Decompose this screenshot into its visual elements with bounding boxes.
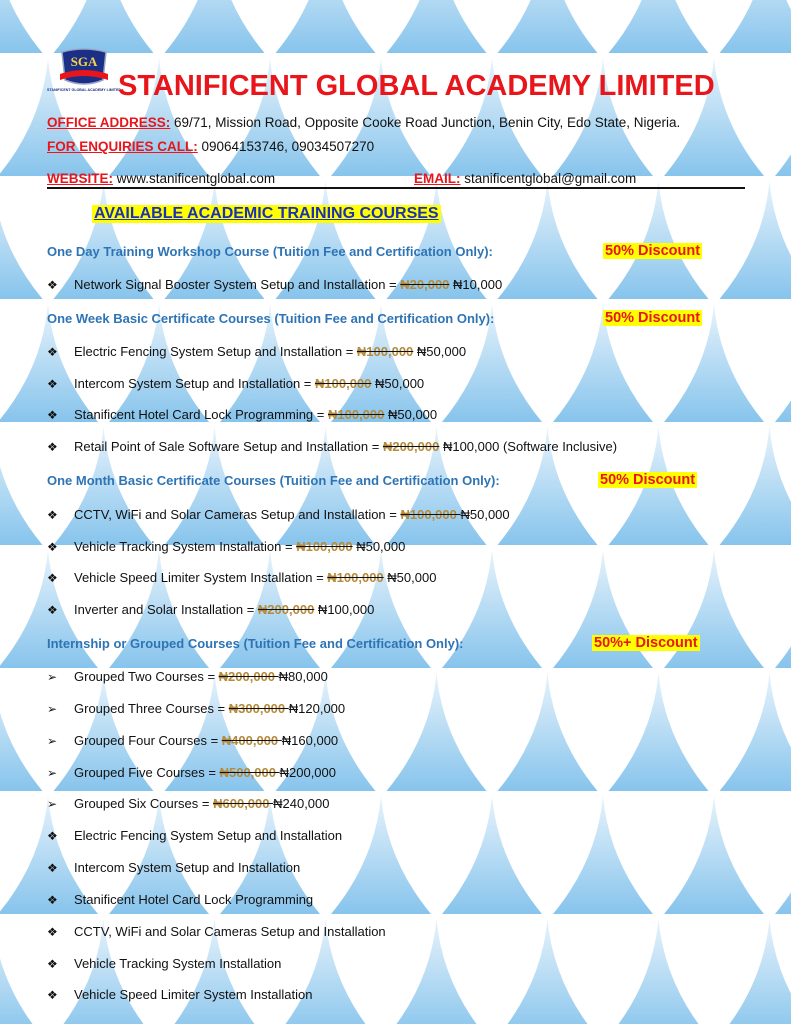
old-price: ₦100,000 — [400, 507, 461, 522]
old-price: ₦100,000 — [296, 539, 353, 554]
list-item — [47, 439, 617, 454]
svg-text:SGA: SGA — [70, 54, 98, 69]
list-item — [47, 860, 300, 875]
course-name: Grouped Six Courses = — [74, 796, 214, 811]
new-price: ₦50,000 — [371, 376, 425, 391]
new-price: ₦160,000 — [281, 733, 339, 748]
new-price: ₦50,000 — [352, 539, 406, 554]
diamond-bullet-icon: ❖ — [47, 957, 58, 971]
courses-heading: AVAILABLE ACADEMIC TRAINING COURSES — [94, 205, 439, 222]
section-title-one-day: One Day Training Workshop Course (Tuition Fee and Certification Only): — [47, 244, 493, 259]
list-item — [47, 733, 338, 748]
diamond-bullet-icon: ❖ — [47, 925, 58, 939]
course-name: Inverter and Solar Installation = — [74, 602, 258, 617]
new-price: ₦50,000 — [413, 344, 467, 359]
diamond-bullet-icon: ❖ — [47, 408, 58, 422]
course-name: Network Signal Booster System Setup and Installation = — [74, 277, 401, 292]
new-price: ₦240,000 — [273, 796, 330, 811]
website-label: WEBSITE: — [47, 171, 113, 186]
website-line — [47, 171, 275, 186]
company-name: STANIFICENT GLOBAL ACADEMY LIMITED — [118, 70, 715, 102]
list-item — [47, 796, 330, 811]
diamond-bullet-icon: ❖ — [47, 861, 58, 875]
arrow-bullet-icon: ➢ — [47, 766, 58, 780]
list-item — [47, 407, 437, 422]
discount-badge-internship: 50%+ Discount — [594, 635, 698, 651]
website-value[interactable]: www.stanificentglobal.com — [113, 171, 276, 186]
section-title-internship: Internship or Grouped Courses (Tuition Fee and Certification Only): — [47, 636, 464, 651]
discount-badge-one-week: 50% Discount — [605, 310, 701, 326]
course-name: CCTV, WiFi and Solar Cameras Setup and Installation — [74, 924, 386, 939]
course-name: Stanificent Hotel Card Lock Programming — [74, 892, 314, 907]
diamond-bullet-icon: ❖ — [47, 540, 58, 554]
new-price: ₦120,000 — [288, 701, 346, 716]
enquiries-label: FOR ENQUIRIES CALL: — [47, 139, 198, 154]
new-price: ₦50,000 — [383, 570, 437, 585]
arrow-bullet-icon: ➢ — [47, 702, 58, 716]
enquiries-value: 09064153746, 09034507270 — [197, 139, 375, 154]
old-price: ₦400,000 — [221, 733, 282, 748]
course-name: Intercom System Setup and Installation — [74, 860, 301, 875]
list-item — [47, 701, 345, 716]
diamond-bullet-icon: ❖ — [47, 508, 58, 522]
discount-badge-one-month: 50% Discount — [600, 472, 696, 488]
course-name: CCTV, WiFi and Solar Cameras Setup and Installation = — [74, 507, 401, 522]
list-item — [47, 344, 466, 359]
academy-logo — [47, 44, 121, 100]
old-price: ₦100,000 — [327, 570, 384, 585]
diamond-bullet-icon: ❖ — [47, 829, 58, 843]
old-price: ₦300,000 — [228, 701, 289, 716]
new-price: ₦100,000 — [314, 602, 375, 617]
email-line — [414, 171, 636, 186]
old-price: ₦200,000 — [257, 602, 315, 617]
svg-text:STANIFICENT GLOBAL ACADEMY LIM: STANIFICENT GLOBAL ACADEMY LIMITED — [47, 88, 121, 92]
list-item — [47, 987, 312, 1002]
diamond-bullet-icon: ❖ — [47, 345, 58, 359]
header-divider — [47, 187, 745, 189]
old-price: ₦500,000 — [219, 765, 280, 780]
course-name: Electric Fencing System Setup and Installation — [74, 828, 343, 843]
list-item — [47, 376, 424, 391]
section-title-one-week: One Week Basic Certificate Courses (Tuition Fee and Certification Only): — [47, 311, 495, 326]
list-item — [47, 765, 336, 780]
course-name: Stanificent Hotel Card Lock Programming = — [74, 407, 328, 422]
diamond-bullet-icon: ❖ — [47, 377, 58, 391]
new-price: ₦100,000 (Software Inclusive) — [439, 439, 618, 454]
list-item — [47, 892, 313, 907]
course-name: Vehicle Tracking System Installation — [74, 956, 282, 971]
new-price: ₦10,000 — [449, 277, 503, 292]
enquiries-line — [47, 139, 374, 154]
list-item — [47, 602, 374, 617]
course-name: Vehicle Tracking System Installation = — [74, 539, 297, 554]
arrow-bullet-icon: ➢ — [47, 734, 58, 748]
course-name: Vehicle Speed Limiter System Installation — [74, 987, 313, 1002]
arrow-bullet-icon: ➢ — [47, 797, 58, 811]
course-name: Grouped Three Courses = — [74, 701, 229, 716]
office-address-label: OFFICE ADDRESS: — [47, 115, 171, 130]
diamond-bullet-icon: ❖ — [47, 278, 58, 292]
arrow-bullet-icon: ➢ — [47, 670, 58, 684]
course-name: Retail Point of Sale Software Setup and Installation = — [74, 439, 383, 454]
course-name: Electric Fencing System Setup and Installation = — [74, 344, 357, 359]
diamond-bullet-icon: ❖ — [47, 603, 58, 617]
diamond-bullet-icon: ❖ — [47, 571, 58, 585]
list-item — [47, 828, 342, 843]
old-price: ₦100,000 — [315, 376, 372, 391]
new-price: ₦50,000 — [384, 407, 438, 422]
course-name: Grouped Four Courses = — [74, 733, 222, 748]
list-item — [47, 507, 510, 522]
office-address-value: 69/71, Mission Road, Opposite Cooke Road Junction, Benin City, Edo State, Nigeria. — [170, 115, 681, 130]
diamond-bullet-icon: ❖ — [47, 988, 58, 1002]
email-label: EMAIL: — [414, 171, 461, 186]
course-name: Grouped Two Courses = — [74, 669, 219, 684]
email-value[interactable]: stanificentglobal@gmail.com — [460, 171, 637, 186]
old-price: ₦200,000 — [218, 669, 279, 684]
list-item — [47, 924, 386, 939]
new-price: ₦50,000 — [460, 507, 510, 522]
section-title-one-month: One Month Basic Certificate Courses (Tuition Fee and Certification Only): — [47, 473, 500, 488]
list-item — [47, 277, 502, 292]
new-price: ₦80,000 — [278, 669, 328, 684]
course-name: Intercom System Setup and Installation = — [74, 376, 315, 391]
old-price: ₦600,000 — [213, 796, 274, 811]
diamond-bullet-icon: ❖ — [47, 440, 58, 454]
course-name: Vehicle Speed Limiter System Installation = — [74, 570, 328, 585]
discount-badge-one-day: 50% Discount — [605, 243, 701, 259]
diamond-bullet-icon: ❖ — [47, 893, 58, 907]
list-item — [47, 956, 281, 971]
office-address — [47, 115, 680, 130]
list-item — [47, 570, 436, 585]
course-name: Grouped Five Courses = — [74, 765, 220, 780]
old-price: ₦200,000 — [382, 439, 440, 454]
new-price: ₦200,000 — [279, 765, 336, 780]
old-price: ₦20,000 — [400, 277, 450, 292]
old-price: ₦100,000 — [327, 407, 385, 422]
list-item — [47, 669, 328, 684]
old-price: ₦100,000 — [356, 344, 414, 359]
list-item — [47, 539, 405, 554]
